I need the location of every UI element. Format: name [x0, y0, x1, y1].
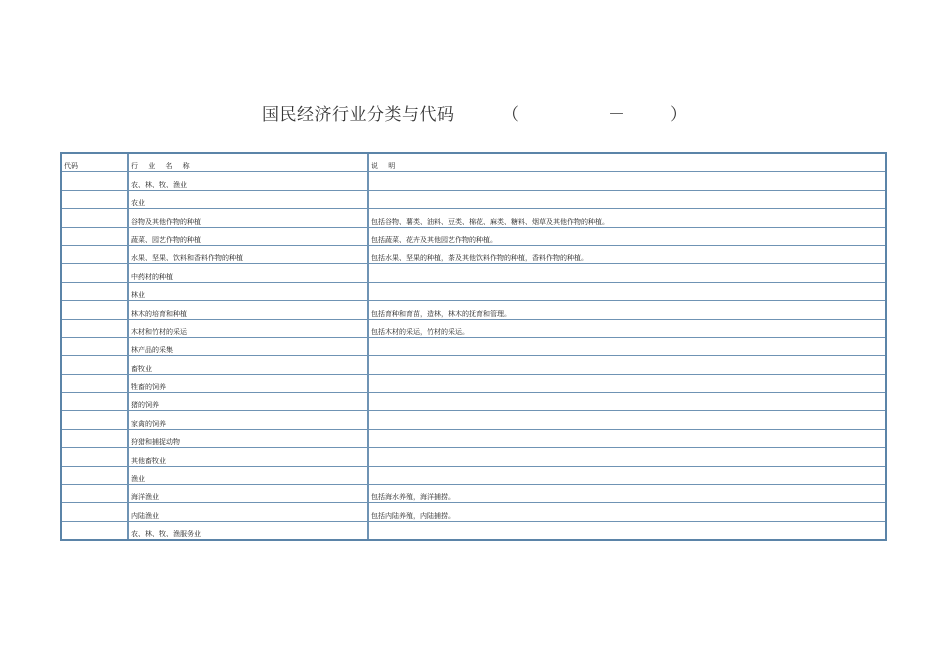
table-row — [62, 301, 885, 319]
industry-name-cell: 林业 — [128, 283, 368, 301]
industry-code-cell — [62, 301, 128, 319]
industry-name-cell: 林产品的采集 — [128, 338, 368, 356]
table-row — [62, 485, 885, 503]
industry-name-cell: 中药材的种植 — [128, 264, 368, 282]
header-code: 代码 — [62, 154, 128, 172]
industry-code-cell — [62, 411, 128, 429]
table-row — [62, 356, 885, 374]
table-row — [62, 375, 885, 393]
industry-note-cell — [368, 338, 885, 356]
industry-code-cell — [62, 320, 128, 338]
industry-code-cell — [62, 393, 128, 411]
industry-note-cell — [368, 172, 885, 190]
industry-code-cell — [62, 430, 128, 448]
industry-name-cell: 畜牧业 — [128, 356, 368, 374]
table-row — [62, 448, 885, 466]
industry-note-cell — [368, 191, 885, 209]
table-row — [62, 172, 885, 190]
industry-note-cell: 包括木材的采运，竹材的采运。 — [368, 320, 885, 338]
industry-name-cell: 农、林、牧、渔业 — [128, 172, 368, 190]
industry-name-cell: 水果、坚果、饮料和香料作物的种植 — [128, 246, 368, 264]
industry-code-cell — [62, 283, 128, 301]
industry-name-cell: 蔬菜、园艺作物的种植 — [128, 228, 368, 246]
industry-code-cell — [62, 209, 128, 227]
industry-code-cell — [62, 191, 128, 209]
industry-note-cell: 包括谷物、薯类、油料、豆类、棉花、麻类、糖料、烟草及其他作物的种植。 — [368, 209, 885, 227]
industry-name-cell: 海洋渔业 — [128, 485, 368, 503]
industry-code-cell — [62, 264, 128, 282]
table-row — [62, 430, 885, 448]
industry-name-cell: 猪的饲养 — [128, 393, 368, 411]
industry-note-cell — [368, 393, 885, 411]
industry-code-cell — [62, 503, 128, 521]
table-row — [62, 503, 885, 521]
table-row — [62, 283, 885, 301]
industry-code-cell — [62, 246, 128, 264]
industry-name-cell: 农、林、牧、渔服务业 — [128, 522, 368, 539]
table-row — [62, 411, 885, 429]
table-row — [62, 264, 885, 282]
header-note: 说 明 — [368, 154, 885, 172]
table-header-row — [62, 154, 885, 172]
title-paren-open: （ — [502, 105, 520, 125]
industry-name-cell: 谷物及其他作物的种植 — [128, 209, 368, 227]
industry-code-cell — [62, 467, 128, 485]
table-row — [62, 522, 885, 539]
industry-note-cell: 包括蔬菜、花卉及其他园艺作物的种植。 — [368, 228, 885, 246]
title-paren-close: ） — [670, 105, 688, 125]
industry-name-cell: 家禽的饲养 — [128, 411, 368, 429]
table-row — [62, 246, 885, 264]
title-dash: － — [608, 105, 626, 125]
industry-name-cell: 其他畜牧业 — [128, 448, 368, 466]
industry-code-cell — [62, 485, 128, 503]
industry-code-cell — [62, 228, 128, 246]
table-row — [62, 320, 885, 338]
table-row — [62, 209, 885, 227]
industry-name-cell: 牲畜的饲养 — [128, 375, 368, 393]
industry-note-cell: 包括海水养殖，海洋捕捞。 — [368, 485, 885, 503]
industry-classification-table — [60, 152, 887, 541]
industry-name-cell: 农业 — [128, 191, 368, 209]
industry-code-cell — [62, 338, 128, 356]
table-row — [62, 228, 885, 246]
industry-note-cell — [368, 467, 885, 485]
industry-note-cell: 包括水果、坚果的种植，茶及其他饮料作物的种植，香料作物的种植。 — [368, 246, 885, 264]
industry-note-cell — [368, 375, 885, 393]
industry-note-cell — [368, 283, 885, 301]
industry-code-cell — [62, 172, 128, 190]
table-row — [62, 191, 885, 209]
industry-name-cell: 狩猎和捕捉动物 — [128, 430, 368, 448]
table-row — [62, 338, 885, 356]
industry-name-cell: 渔业 — [128, 467, 368, 485]
industry-note-cell — [368, 411, 885, 429]
industry-note-cell — [368, 264, 885, 282]
industry-name-cell: 林木的培育和种植 — [128, 301, 368, 319]
industry-note-cell: 包括内陆养殖，内陆捕捞。 — [368, 503, 885, 521]
table-row — [62, 393, 885, 411]
industry-note-cell — [368, 448, 885, 466]
table-row — [62, 467, 885, 485]
header-name: 行 业 名 称 — [128, 154, 368, 172]
industry-note-cell — [368, 430, 885, 448]
industry-name-cell: 木材和竹材的采运 — [128, 320, 368, 338]
industry-code-cell — [62, 522, 128, 539]
industry-note-cell: 包括育种和育苗，造林，林木的抚育和管理。 — [368, 301, 885, 319]
industry-code-cell — [62, 356, 128, 374]
industry-note-cell — [368, 356, 885, 374]
industry-code-cell — [62, 448, 128, 466]
document-title: 国民经济行业分类与代码 — [262, 105, 455, 125]
industry-note-cell — [368, 522, 885, 539]
industry-name-cell: 内陆渔业 — [128, 503, 368, 521]
industry-code-cell — [62, 375, 128, 393]
